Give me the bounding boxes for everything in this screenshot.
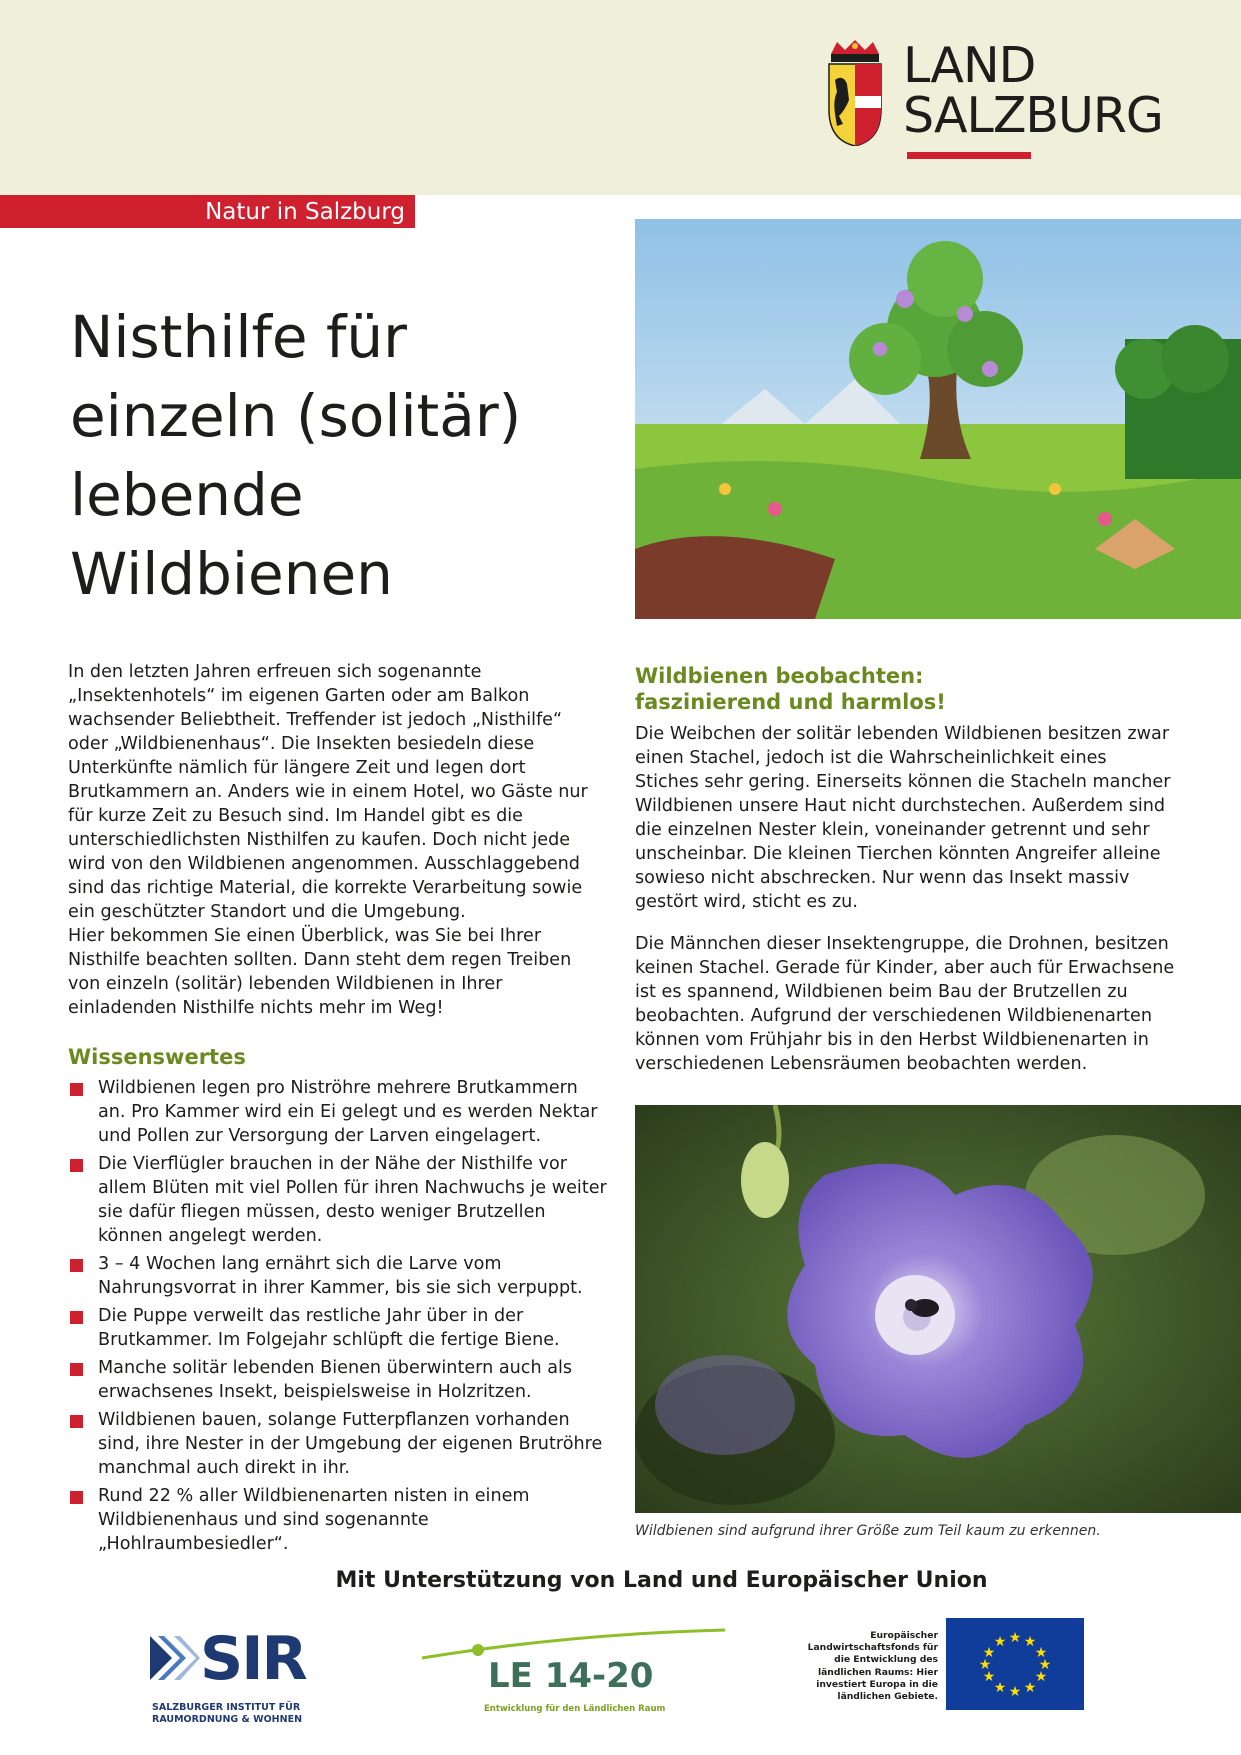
list-item bbox=[68, 1484, 608, 1556]
title-line: Nisthilfe für bbox=[70, 303, 408, 371]
list-item bbox=[68, 1356, 608, 1404]
geranium-bee-photo-art bbox=[635, 1105, 1241, 1513]
list-item-text: Die Vierflügler brauchen in der Nähe der Nisthilfe vor allem Blüten mit viel Pollen für ihren Nachwuchs je weiter sie dafür fliegen müssen, desto weniger Brutzellen können angelegt werden. bbox=[98, 1154, 607, 1246]
wissenswertes-heading: Wissenswertes bbox=[68, 1045, 246, 1069]
title-line: einzeln (solitär) bbox=[70, 382, 522, 450]
list-item-text: Manche solitär lebenden Bienen überwintern auch als erwachsenes Insekt, beispielsweise in Holzritzen. bbox=[98, 1358, 573, 1402]
land-salzburg-logo[interactable] bbox=[825, 37, 1185, 165]
header-band bbox=[0, 0, 1241, 195]
page-title bbox=[70, 298, 630, 614]
red-square-bullet-icon bbox=[70, 1363, 83, 1376]
sir-mark-icon bbox=[150, 1636, 200, 1686]
svg-text:★: ★ bbox=[1023, 1634, 1037, 1650]
svg-text:★: ★ bbox=[1008, 1630, 1022, 1646]
intro-paragraph: Hier bekommen Sie einen Überblick, was Sie bei Ihrer Nisthilfe beachten sollten. Dann steht dem regen Treiben von einzeln (solitär) lebenden Wildbienen in Ihrer einladenden Nisthilfe nichts mehr im Weg! bbox=[68, 926, 572, 1018]
beobachten-heading-line: faszinierend und harmlos! bbox=[635, 690, 946, 714]
svg-text:★: ★ bbox=[1023, 1680, 1037, 1696]
red-square-bullet-icon bbox=[70, 1491, 83, 1504]
list-item-text: 3 – 4 Wochen lang ernährt sich die Larve vom Nahrungsvorrat in ihrer Kammer, bis sie sich verpuppt. bbox=[98, 1254, 583, 1298]
le-14-20-logo[interactable] bbox=[420, 1620, 730, 1730]
list-item bbox=[68, 1304, 608, 1352]
sir-logo[interactable] bbox=[150, 1624, 320, 1730]
beobachten-heading-line: Wildbienen beobachten: bbox=[635, 664, 924, 688]
red-square-bullet-icon bbox=[70, 1311, 83, 1324]
eu-fund-text: Europäischer Landwirtschaftsfonds für die Entwicklung des ländlichen Raums: Hier investiert Europa in die ländlichen Gebiete. bbox=[807, 1630, 938, 1703]
svg-text:★: ★ bbox=[993, 1634, 1007, 1650]
sir-logo-subtitle: RAUMORDNUNG & WOHNEN bbox=[152, 1714, 303, 1725]
svg-text:★: ★ bbox=[982, 1645, 996, 1661]
list-item bbox=[68, 1076, 608, 1148]
beobachten-paragraph: Die Weibchen der solitär lebenden Wildbienen besitzen zwar einen Stachel, jedoch ist die Wahrscheinlichkeit eines Stiches sehr gering. Einerseits können die Stacheln mancher Wildbienen unsere Haut nicht durchstechen. Außerdem sind die einzelnen Nester klein, voneinander getrennt und sehr unscheinbar. Die kleinen Tierchen könnten Angreifer alleine sowieso nicht abschrecken. Nur wenn das Insekt massiv gestört wird, sticht es zu. bbox=[635, 724, 1171, 912]
logo-text-land: LAND bbox=[903, 37, 1036, 94]
list-item-text: Wildbienen legen pro Niströhre mehrere Brutkammern an. Pro Kammer wird ein Ei gelegt und es werden Nektar und Pollen zur Versorgung der Larven eingelagert. bbox=[98, 1078, 598, 1146]
red-square-bullet-icon bbox=[70, 1259, 83, 1272]
title-line: lebende bbox=[70, 461, 304, 529]
svg-text:★: ★ bbox=[1034, 1645, 1048, 1661]
geranium-bee-photo bbox=[635, 1105, 1241, 1513]
list-item-text: Die Puppe verweilt das restliche Jahr über in der Brutkammer. Im Folgejahr schlüpft die fertige Biene. bbox=[98, 1306, 560, 1350]
beobachten-heading bbox=[635, 663, 946, 715]
svg-text:★: ★ bbox=[1038, 1657, 1052, 1673]
support-heading: Mit Unterstützung von Land und Europäischer Union bbox=[335, 1568, 988, 1593]
sir-logo-text: SIR bbox=[200, 1624, 306, 1694]
red-square-bullet-icon bbox=[70, 1159, 83, 1172]
svg-text:★: ★ bbox=[982, 1669, 996, 1685]
list-item-text: Rund 22 % aller Wildbienenarten nisten in einem Wildbienenhaus und sind sogenannte „Hohlraumbesiedler“. bbox=[98, 1486, 530, 1554]
section-tag bbox=[0, 195, 415, 228]
list-item bbox=[68, 1252, 608, 1300]
list-item-text: Wildbienen bauen, solange Futterpflanzen vorhanden sind, ihre Nester in der Umgebung der eigenen Brutröhre manchmal auch direkt in ihr. bbox=[98, 1410, 603, 1478]
le-logo-subtitle: Entwicklung für den Ländlichen Raum bbox=[484, 1704, 666, 1714]
title-line: Wildbienen bbox=[70, 540, 393, 608]
photo-caption: Wildbienen sind aufgrund ihrer Größe zum Teil kaum zu erkennen. bbox=[635, 1523, 1101, 1539]
wissenswertes-list bbox=[68, 1076, 608, 1560]
list-item bbox=[68, 1408, 608, 1480]
red-square-bullet-icon bbox=[70, 1415, 83, 1428]
svg-text:★: ★ bbox=[1008, 1684, 1022, 1700]
beobachten-paragraph: Die Männchen dieser Insektengruppe, die Drohnen, besitzen keinen Stachel. Gerade für Kinder, aber auch für Erwachsene ist es spannend, Wildbienen beim Bau der Brutzellen zu beobachten. Aufgrund der verschiedenen Wildbienenarten können vom Frühjahr bis in den Herbst Wildbienenarten in verschiedenen Lebensräumen beobachten werden. bbox=[635, 934, 1175, 1074]
list-item bbox=[68, 1152, 608, 1248]
svg-text:★: ★ bbox=[978, 1657, 992, 1673]
eu-stars-icon bbox=[946, 1618, 1084, 1710]
intro-paragraph: In den letzten Jahren erfreuen sich sogenannte „Insektenhotels“ im eigenen Garten oder am Balkon wachsender Beliebtheit. Treffender ist jedoch „Nisthilfe“ oder „Wildbienenhaus“. Die Insekten besiedeln diese Unterkünfte nämlich für längere Zeit und legen dort Brutkammern an. Anders wie in einem Hotel, wo Gäste nur für kurze Zeit zu Besuch sind. Im Handel gibt es die unterschiedlichsten Nisthilfen zu kaufen. Doch nicht jede wird von den Wildbienen angenommen. Ausschlaggebend sind das richtige Material, die korrekte Verarbeitung sowie ein geschützter Standort und die Umgebung. bbox=[68, 662, 588, 922]
le-logo-text: LE 14-20 bbox=[488, 1656, 654, 1696]
svg-text:★: ★ bbox=[993, 1680, 1007, 1696]
sir-logo-subtitle: SALZBURGER INSTITUT FÜR bbox=[152, 1702, 301, 1713]
section-tag-label: Natur in Salzburg bbox=[205, 199, 405, 225]
svg-text:★: ★ bbox=[1034, 1669, 1048, 1685]
logo-underline bbox=[907, 152, 1031, 159]
eu-flag[interactable] bbox=[946, 1618, 1084, 1710]
meadow-illustration-art bbox=[635, 219, 1241, 619]
logo-text-salzburg: SALZBURG bbox=[903, 87, 1163, 144]
meadow-illustration bbox=[635, 219, 1241, 619]
red-square-bullet-icon bbox=[70, 1083, 83, 1096]
salzburg-crest-icon bbox=[825, 40, 885, 146]
intro-text bbox=[68, 660, 603, 1020]
